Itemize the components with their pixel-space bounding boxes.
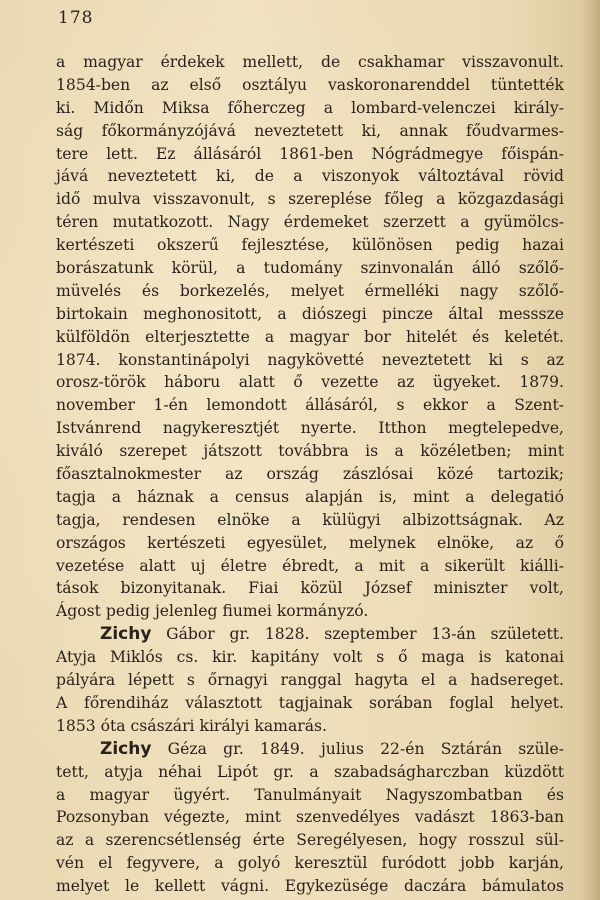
line-text: Pozsonyban végezte, mint szenvedélyes vadászt 1863-ban	[56, 808, 564, 827]
text-line	[56, 532, 564, 555]
line-text: november 1-én lemondott állásáról, s ekkor a Szent-	[56, 396, 564, 415]
line-text: müvelés és borkezelés, melyet érmelléki nagy szőlő-	[56, 281, 564, 300]
text-line	[56, 417, 564, 440]
text-line	[56, 600, 564, 623]
line-text: ság főkormányzójává neveztetett ki, annak főudvarmes-	[56, 121, 564, 140]
text-line	[56, 761, 564, 784]
text-line	[56, 371, 564, 394]
line-text: tere lett. Ez állásáról 1861-ben Nógrádmegye főispán-	[56, 144, 564, 163]
line-text: orosz-török háboru alatt ő vezette az ügyeket. 1879.	[56, 373, 564, 392]
text-line	[56, 394, 564, 417]
line-text: tások bizonyitanak. Fiai közül József miniszter volt,	[56, 579, 564, 598]
text-line	[56, 440, 564, 463]
text-line	[56, 875, 564, 898]
line-text: vezetése alatt uj életre ébredt, a mit a sikerült kiálli-	[56, 556, 564, 575]
line-text: Ágost pedig jelenleg fiumei kormányzó.	[56, 602, 369, 621]
text-line	[56, 97, 564, 120]
line-text: borászatunk körül, a tudomány szinvonalán álló szőlő-	[56, 259, 564, 278]
line-text: Atyja Miklós cs. kir. kapitány volt s ő maga is katonai	[56, 648, 564, 667]
text-line	[56, 280, 564, 303]
line-text: pályára lépett s őrnagyi ranggal hagyta el a hadsereget.	[56, 671, 564, 690]
line-text: A főrendiház választott tagjainak sorában foglal helyet.	[56, 693, 564, 712]
line-text: külföldön elterjesztette a magyar bor hitelét és keletét.	[56, 327, 564, 346]
entry-heading-line	[56, 738, 564, 761]
text-line	[56, 806, 564, 829]
line-text: melyet le kellett vágni. Egykezüsége daczára bámulatos	[56, 877, 564, 896]
page-edge-shadow	[582, 0, 600, 900]
text-line	[56, 784, 564, 807]
line-text: a magyar érdekek mellett, de csakhamar visszavonult.	[56, 53, 564, 71]
text-line	[56, 211, 564, 234]
line-text: 1853 óta császári királyi kamarás.	[56, 716, 327, 735]
line-text: téren mutatkozott. Nagy érdemeket szerzett a gyümölcs-	[56, 213, 564, 232]
text-line	[56, 188, 564, 211]
line-text: tett, atyja néhai Lipót gr. a szabadságharczban küzdött	[56, 762, 564, 781]
page-number: 178	[58, 8, 94, 28]
text-line	[56, 234, 564, 257]
entry-heading-line	[56, 623, 564, 646]
line-text: az a szerencsétlenség érte Seregélyesen, hogy rosszul sül-	[56, 831, 564, 850]
text-line	[56, 349, 564, 372]
text-line	[56, 51, 564, 74]
line-text: 1874. konstantinápolyi nagykövetté neveztetett ki s az	[56, 350, 564, 369]
line-text: Istvánrend nagykeresztjét nyerte. Itthon megtelepedve,	[56, 419, 564, 438]
text-line	[56, 326, 564, 349]
text-line	[56, 165, 564, 188]
entry-name: Zichy	[100, 738, 152, 759]
text-line	[56, 646, 564, 669]
line-text: kertészeti okszerű fejlesztése, különösen pedig hazai	[56, 236, 564, 255]
text-line	[56, 669, 564, 692]
text-line	[56, 555, 564, 578]
line-text: országos kertészeti egyesület, melynek elnöke, az ő	[56, 533, 564, 552]
text-line	[56, 486, 564, 509]
text-line	[56, 852, 564, 875]
text-line	[56, 120, 564, 143]
text-line	[56, 692, 564, 715]
line-text: idő mulva visszavonult, s szereplése főleg a közgazdasági	[56, 190, 564, 209]
line-text: vén el fegyvere, a golyó keresztül furódott jobb karján,	[56, 854, 564, 873]
text-line	[56, 303, 564, 326]
body-text	[56, 51, 564, 898]
line-text: Géza gr. 1849. julius 22-én Sztárán szüle-	[151, 739, 564, 758]
text-line	[56, 715, 564, 738]
line-text: ki. Midőn Miksa főherczeg a lombard-velenczei király-	[56, 98, 564, 117]
line-text: jává neveztetett ki, de a viszonyok változtával rövid	[56, 167, 564, 186]
line-text: kiváló szerepet játszott továbbra is a közéletben; mint	[56, 442, 564, 461]
text-line	[56, 257, 564, 280]
line-text: Gábor gr. 1828. szeptember 13-án született.	[151, 625, 564, 644]
line-text: tagja a háznak a census alapján is, mint a delegatió	[56, 487, 564, 506]
text-line	[56, 509, 564, 532]
line-text: főasztalnokmester az ország zászlósai közé tartozik;	[56, 465, 564, 484]
text-line	[56, 829, 564, 852]
text-line	[56, 577, 564, 600]
text-line	[56, 463, 564, 486]
entry-name: Zichy	[100, 624, 152, 645]
line-text: 1854-ben az első osztályu vaskoronarenddel tüntették	[56, 75, 564, 94]
line-text: tagja, rendesen elnöke a külügyi albizottságnak. Az	[56, 510, 564, 529]
text-line	[56, 143, 564, 166]
text-line	[56, 74, 564, 97]
line-text: a magyar ügyért. Tanulmányait Nagyszombatban és	[56, 785, 564, 804]
line-text: birtokain meghonositott, a diószegi pincze által messsze	[56, 304, 564, 323]
